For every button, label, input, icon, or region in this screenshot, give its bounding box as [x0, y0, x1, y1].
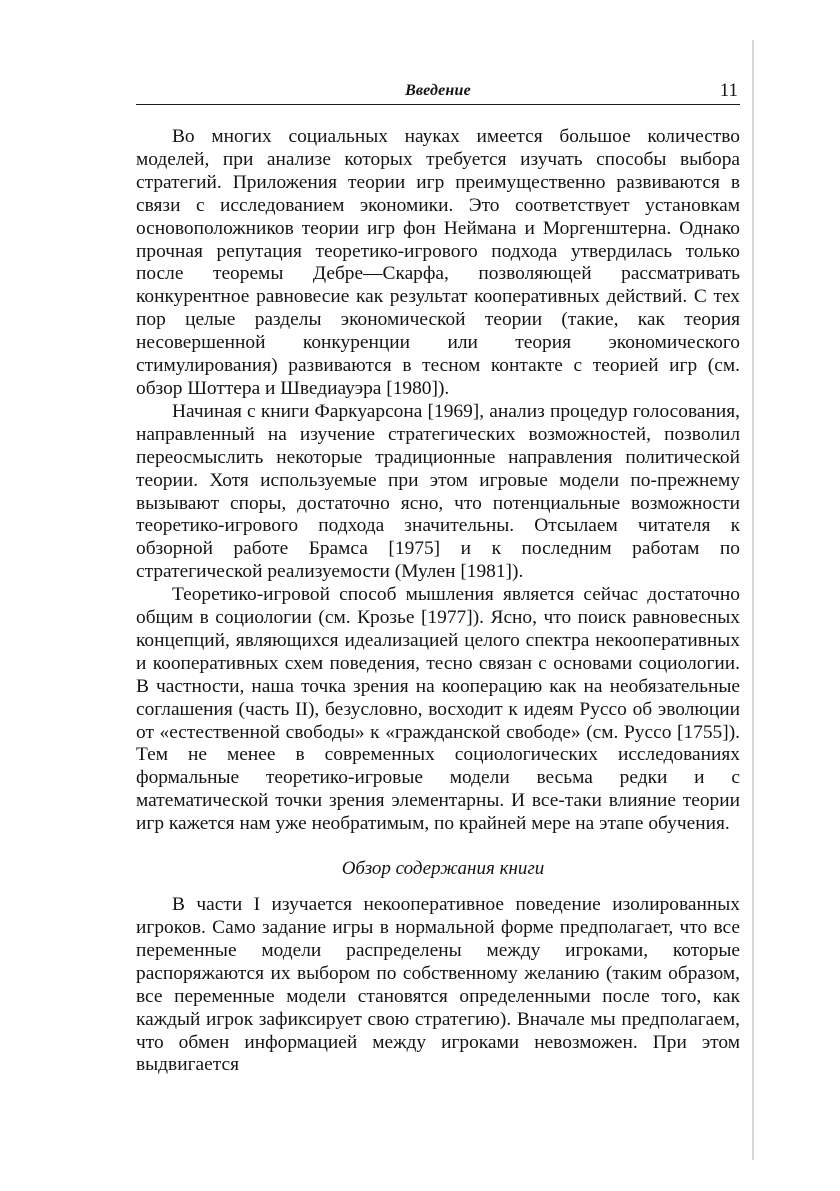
- running-header-title: Введение: [405, 82, 471, 99]
- section-heading: Обзор содержания книги: [341, 858, 545, 880]
- body-text: [136, 126, 740, 1077]
- running-header: [136, 80, 740, 105]
- page-edge-shadow: [752, 40, 754, 1160]
- section-paragraph-1: В части I изучается некооперативное поведение изолированных игроков. Само задание игры в нормальной форме предполагает, что все переменные модели распределены между игроками, которые распоряжаются их выбором по собственному желанию (таким образом, все переменные модели становятся определенными после того, как каждый игрок зафиксирует свою стратегию). Вначале мы предполагаем, что обмен информацией между игроками невозможен. При этом выдвигается: [136, 894, 740, 1076]
- paragraph-1: Во многих социальных науках имеется большое количество моделей, при анализе которых требуется изучать способы выбора стратегий. Приложения теории игр преимущественно развиваются в связи с исследованием экономики. Это соответствует установкам основоположников теории игр фон Неймана и Моргенштерна. Однако прочная репутация теоретико-игрового подхода утвердилась только после теоремы Дебре—Скарфа, позволяющей рассматривать конкурентное равновесие как результат кооперативных действий. С тех пор целые разделы экономической теории (такие, как теория несовершенной конкуренции или теория экономического стимулирования) развиваются в тесном контакте с теорией игр (см. обзор Шоттера и Шведиауэра [1980]).: [136, 126, 740, 399]
- page-number: 11: [719, 80, 738, 101]
- paragraph-2: Начиная с книги Фаркуарсона [1969], анализ процедур голосования, направленный на изучение стратегических возможностей, позволил переосмыслить некоторые традиционные направления политической теории. Хотя используемые при этом игровые модели по-прежнему вызывают споры, достаточно ясно, что потенциальные возможности теоретико-игрового подхода значительны. Отсылаем читателя к обзорной работе Брамса [1975] и к последним работам по стратегической реализуемости (Мулен [1981]).: [136, 400, 740, 583]
- paragraph-3: Теоретико-игровой способ мышления является сейчас достаточно общим в социологии (см. Крозье [1977]). Ясно, что поиск равновесных концепций, являющихся идеализацией целого спектра некооперативных и кооперативных схем поведения, тесно связан с основами социологии. В частности, наша точка зрения на кооперацию как на необязательные соглашения (часть II), безусловно, восходит к идеям Руссо об эволюции от «естественной свободы» к «гражданской свободе» (см. Руссо [1755]). Тем не менее в современных социологических исследованиях формальные теоретико-игровые модели весьма редки и с математической точки зрения элементарны. И все-таки влияние теории игр кажется нам уже необратимым, по крайней мере на этапе обучения.: [136, 584, 740, 835]
